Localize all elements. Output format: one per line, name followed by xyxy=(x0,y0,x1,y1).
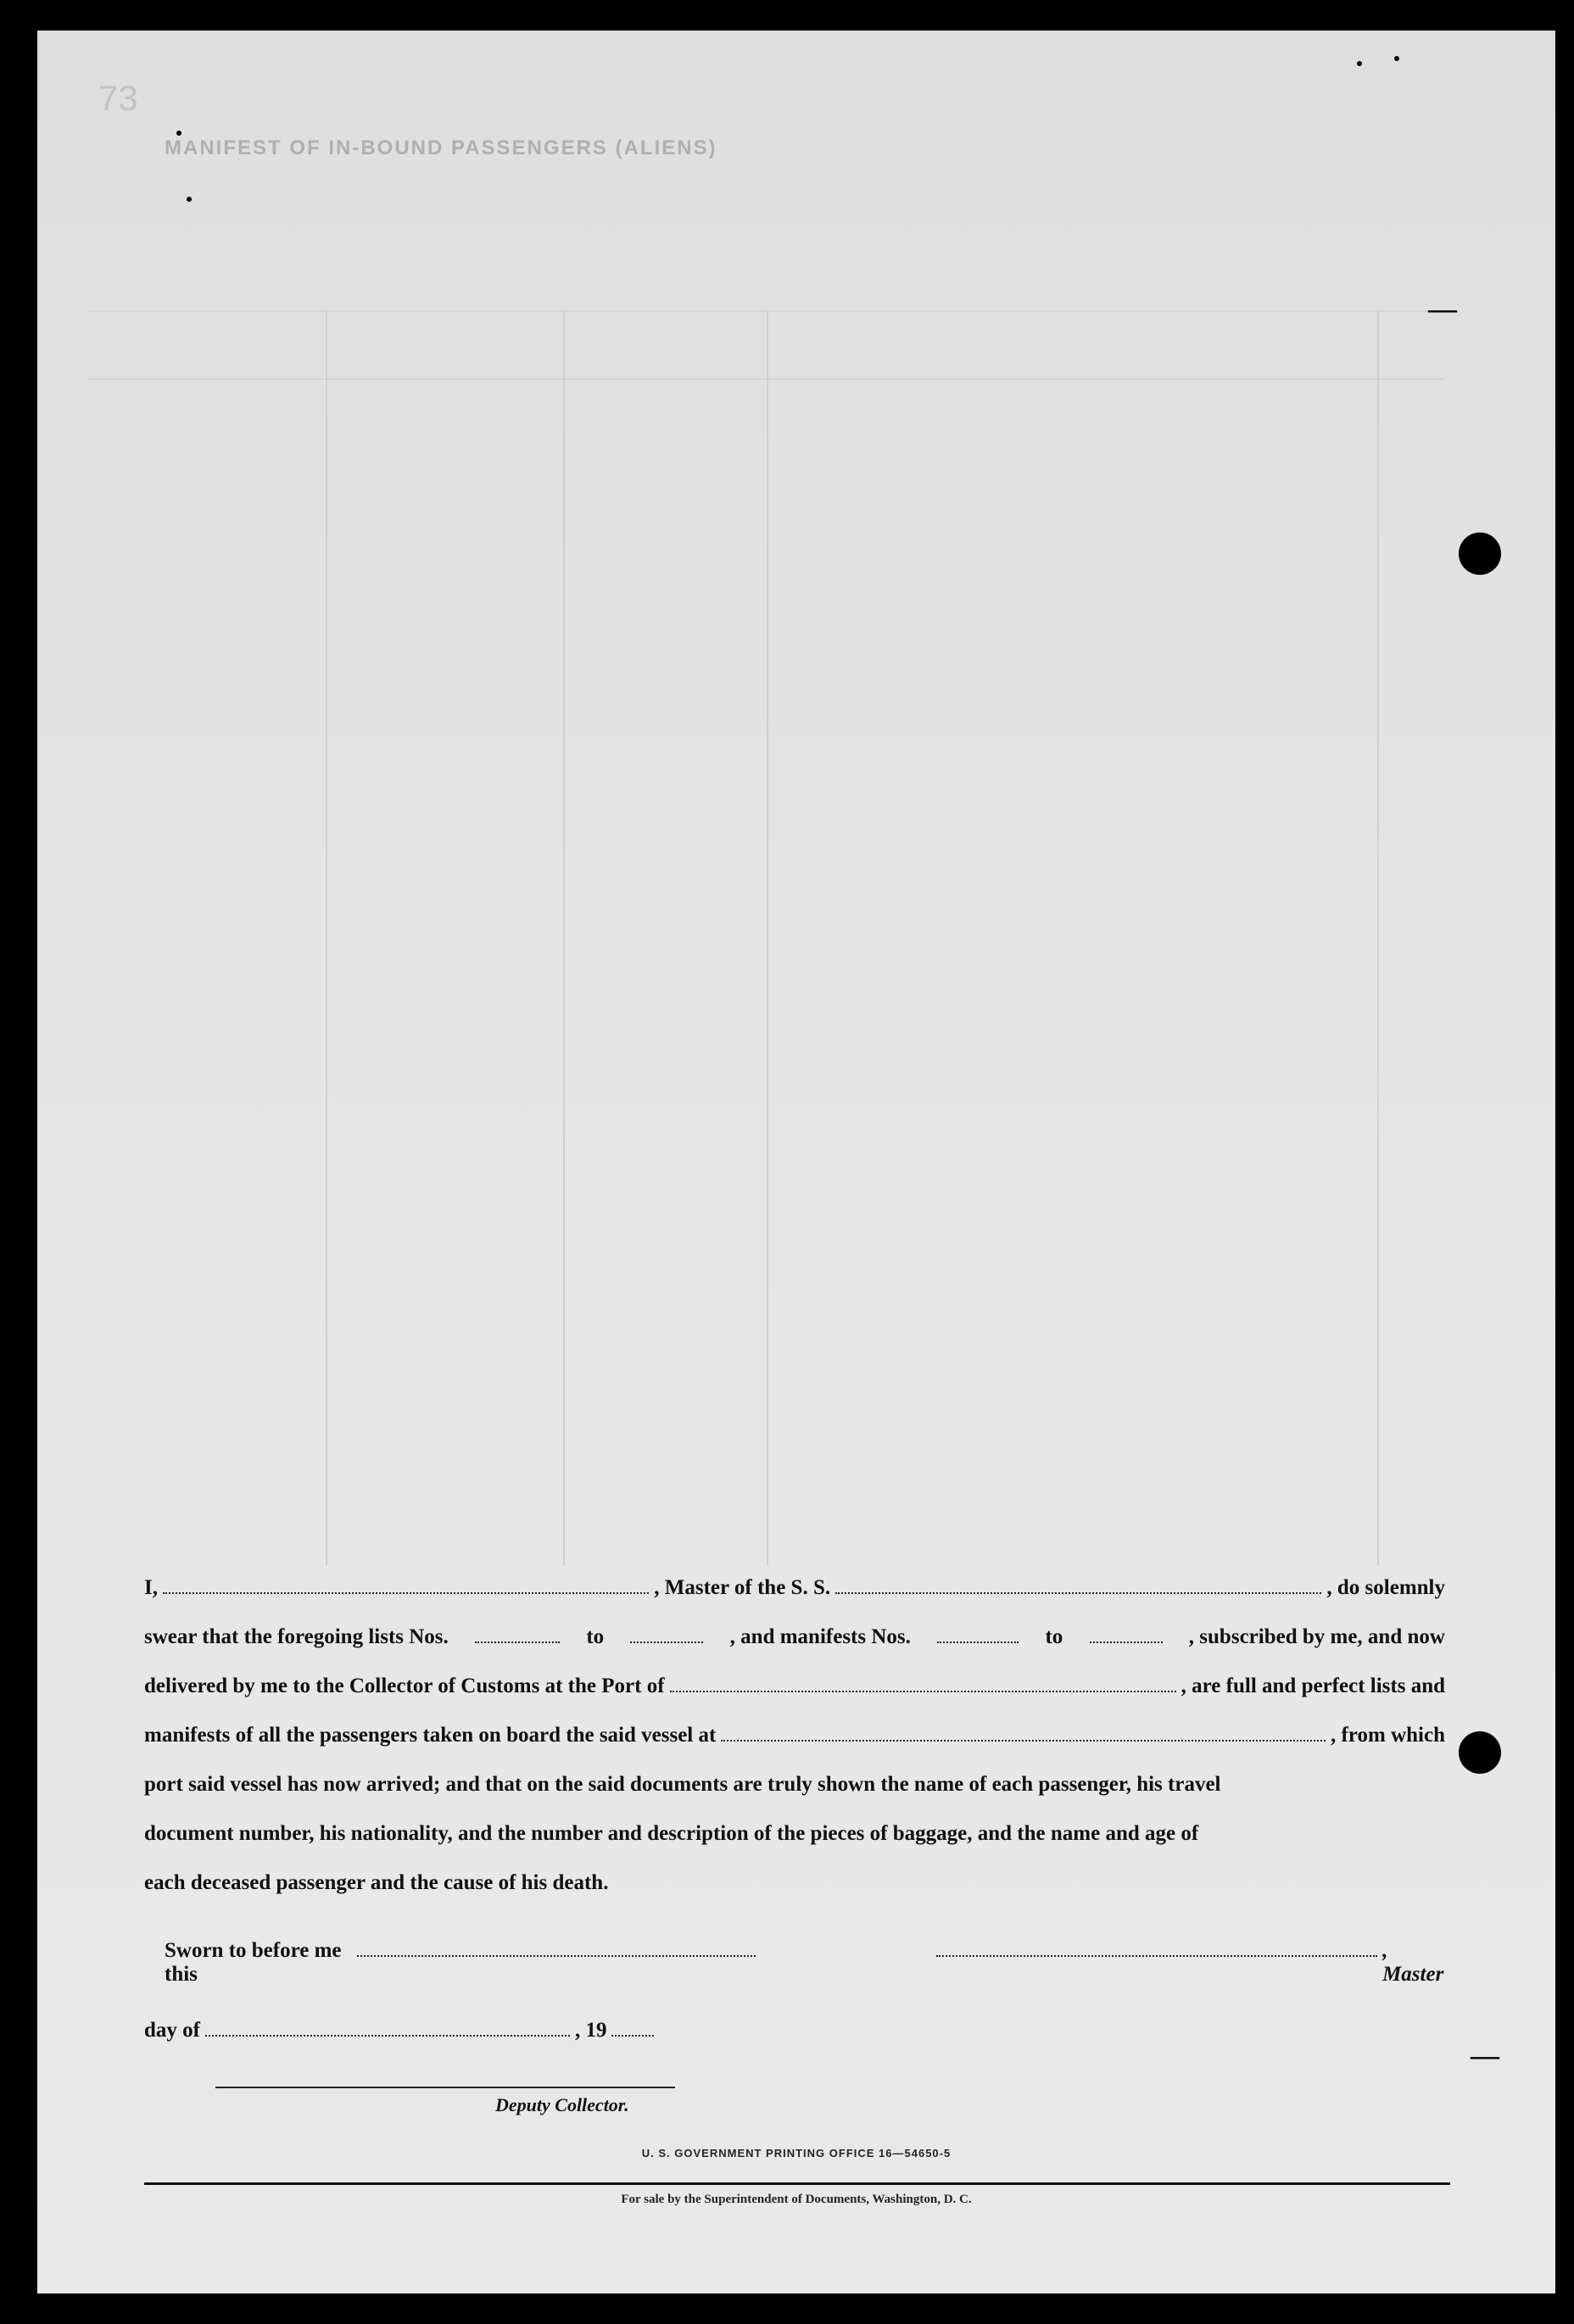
oath-line-3 xyxy=(144,1662,1445,1711)
footer-rule xyxy=(144,2182,1450,2185)
sworn-row xyxy=(165,1938,1445,1987)
punch-hole xyxy=(1459,1731,1501,1774)
speck xyxy=(1357,61,1362,66)
sworn-date-field[interactable] xyxy=(357,1938,756,1957)
ghost-column-line xyxy=(1377,310,1379,1565)
deputy-collector-label: Deputy Collector. xyxy=(495,2094,629,2115)
oath-text-6: document number, his nationality, and the number and description of the pieces of baggage, and the name and age of xyxy=(144,1822,1199,1845)
oath-solemnly: , do solemnly xyxy=(1326,1576,1446,1599)
for-sale-note: For sale by the Superintendent of Documents, Washington, D. C. xyxy=(621,2193,972,2206)
port-field[interactable] xyxy=(670,1674,1176,1692)
ink-mark: — xyxy=(1428,293,1457,325)
lists-from-field[interactable] xyxy=(475,1625,560,1643)
oath-text-7: each deceased passenger and the cause of his death. xyxy=(144,1871,609,1894)
printing-office-note: U. S. GOVERNMENT PRINTING OFFICE 16—54650-5 xyxy=(641,2147,952,2160)
speck xyxy=(1394,56,1399,61)
oath-master-of: , Master of the S. S. xyxy=(654,1576,831,1599)
speck xyxy=(187,197,192,202)
oath-from-which: , from which xyxy=(1331,1724,1445,1747)
sworn-label: Sworn to before me this xyxy=(165,1939,342,1986)
oath-lists-nos: swear that the foregoing lists Nos. xyxy=(144,1625,449,1648)
ghost-column-line xyxy=(767,310,768,1565)
speck xyxy=(176,131,181,136)
master-name-field[interactable] xyxy=(163,1575,649,1594)
oath-line-1 xyxy=(144,1563,1445,1613)
vessel-name-field[interactable] xyxy=(835,1575,1321,1594)
oath-full-perfect: , are full and perfect lists and xyxy=(1180,1675,1445,1697)
manifest-page xyxy=(37,31,1555,2293)
oath-line-4 xyxy=(144,1711,1445,1760)
oath-i: I, xyxy=(144,1576,158,1599)
oath-delivered: delivered by me to the Collector of Customs at the Port of xyxy=(144,1675,665,1697)
ghost-column-line xyxy=(563,310,565,1565)
ghost-column-line xyxy=(326,310,327,1565)
lists-to-field[interactable] xyxy=(630,1625,703,1643)
ink-mark: — xyxy=(1471,2040,1499,2071)
master-label: , Master xyxy=(1382,1939,1444,1986)
oath-line-5 xyxy=(144,1760,1445,1809)
oath-to: to xyxy=(586,1625,605,1648)
form-title-faded: MANIFEST OF IN-BOUND PASSENGERS (ALIENS) xyxy=(165,137,717,159)
punch-hole xyxy=(1459,532,1501,575)
day-of-label: day of xyxy=(144,2019,200,2042)
oath-subscribed: , subscribed by me, and now xyxy=(1188,1625,1445,1648)
day-row xyxy=(144,2018,659,2043)
oath-paragraph xyxy=(144,1563,1445,1908)
page-number: 73 xyxy=(98,78,138,118)
manifests-from-field[interactable] xyxy=(937,1625,1019,1643)
oath-line-6 xyxy=(144,1809,1445,1859)
oath-text-5: port said vessel has now arrived; and that on the said documents are truly shown the name of each passenger, his travel xyxy=(144,1773,1221,1796)
oath-to-2: to xyxy=(1045,1625,1063,1648)
year-field[interactable] xyxy=(611,2018,654,2037)
master-signature-field[interactable] xyxy=(936,1938,1377,1957)
oath-line-2 xyxy=(144,1613,1445,1662)
oath-line-7 xyxy=(144,1859,1445,1908)
year-prefix: , 19 xyxy=(574,2019,607,2042)
manifests-to-field[interactable] xyxy=(1090,1625,1163,1643)
oath-manifests-nos: , and manifests Nos. xyxy=(729,1625,911,1648)
month-field[interactable] xyxy=(205,2018,570,2037)
deputy-signature-line[interactable] xyxy=(215,2087,675,2088)
oath-manifests-all: manifests of all the passengers taken on board the said vessel at xyxy=(144,1724,717,1747)
departure-port-field[interactable] xyxy=(721,1723,1326,1742)
